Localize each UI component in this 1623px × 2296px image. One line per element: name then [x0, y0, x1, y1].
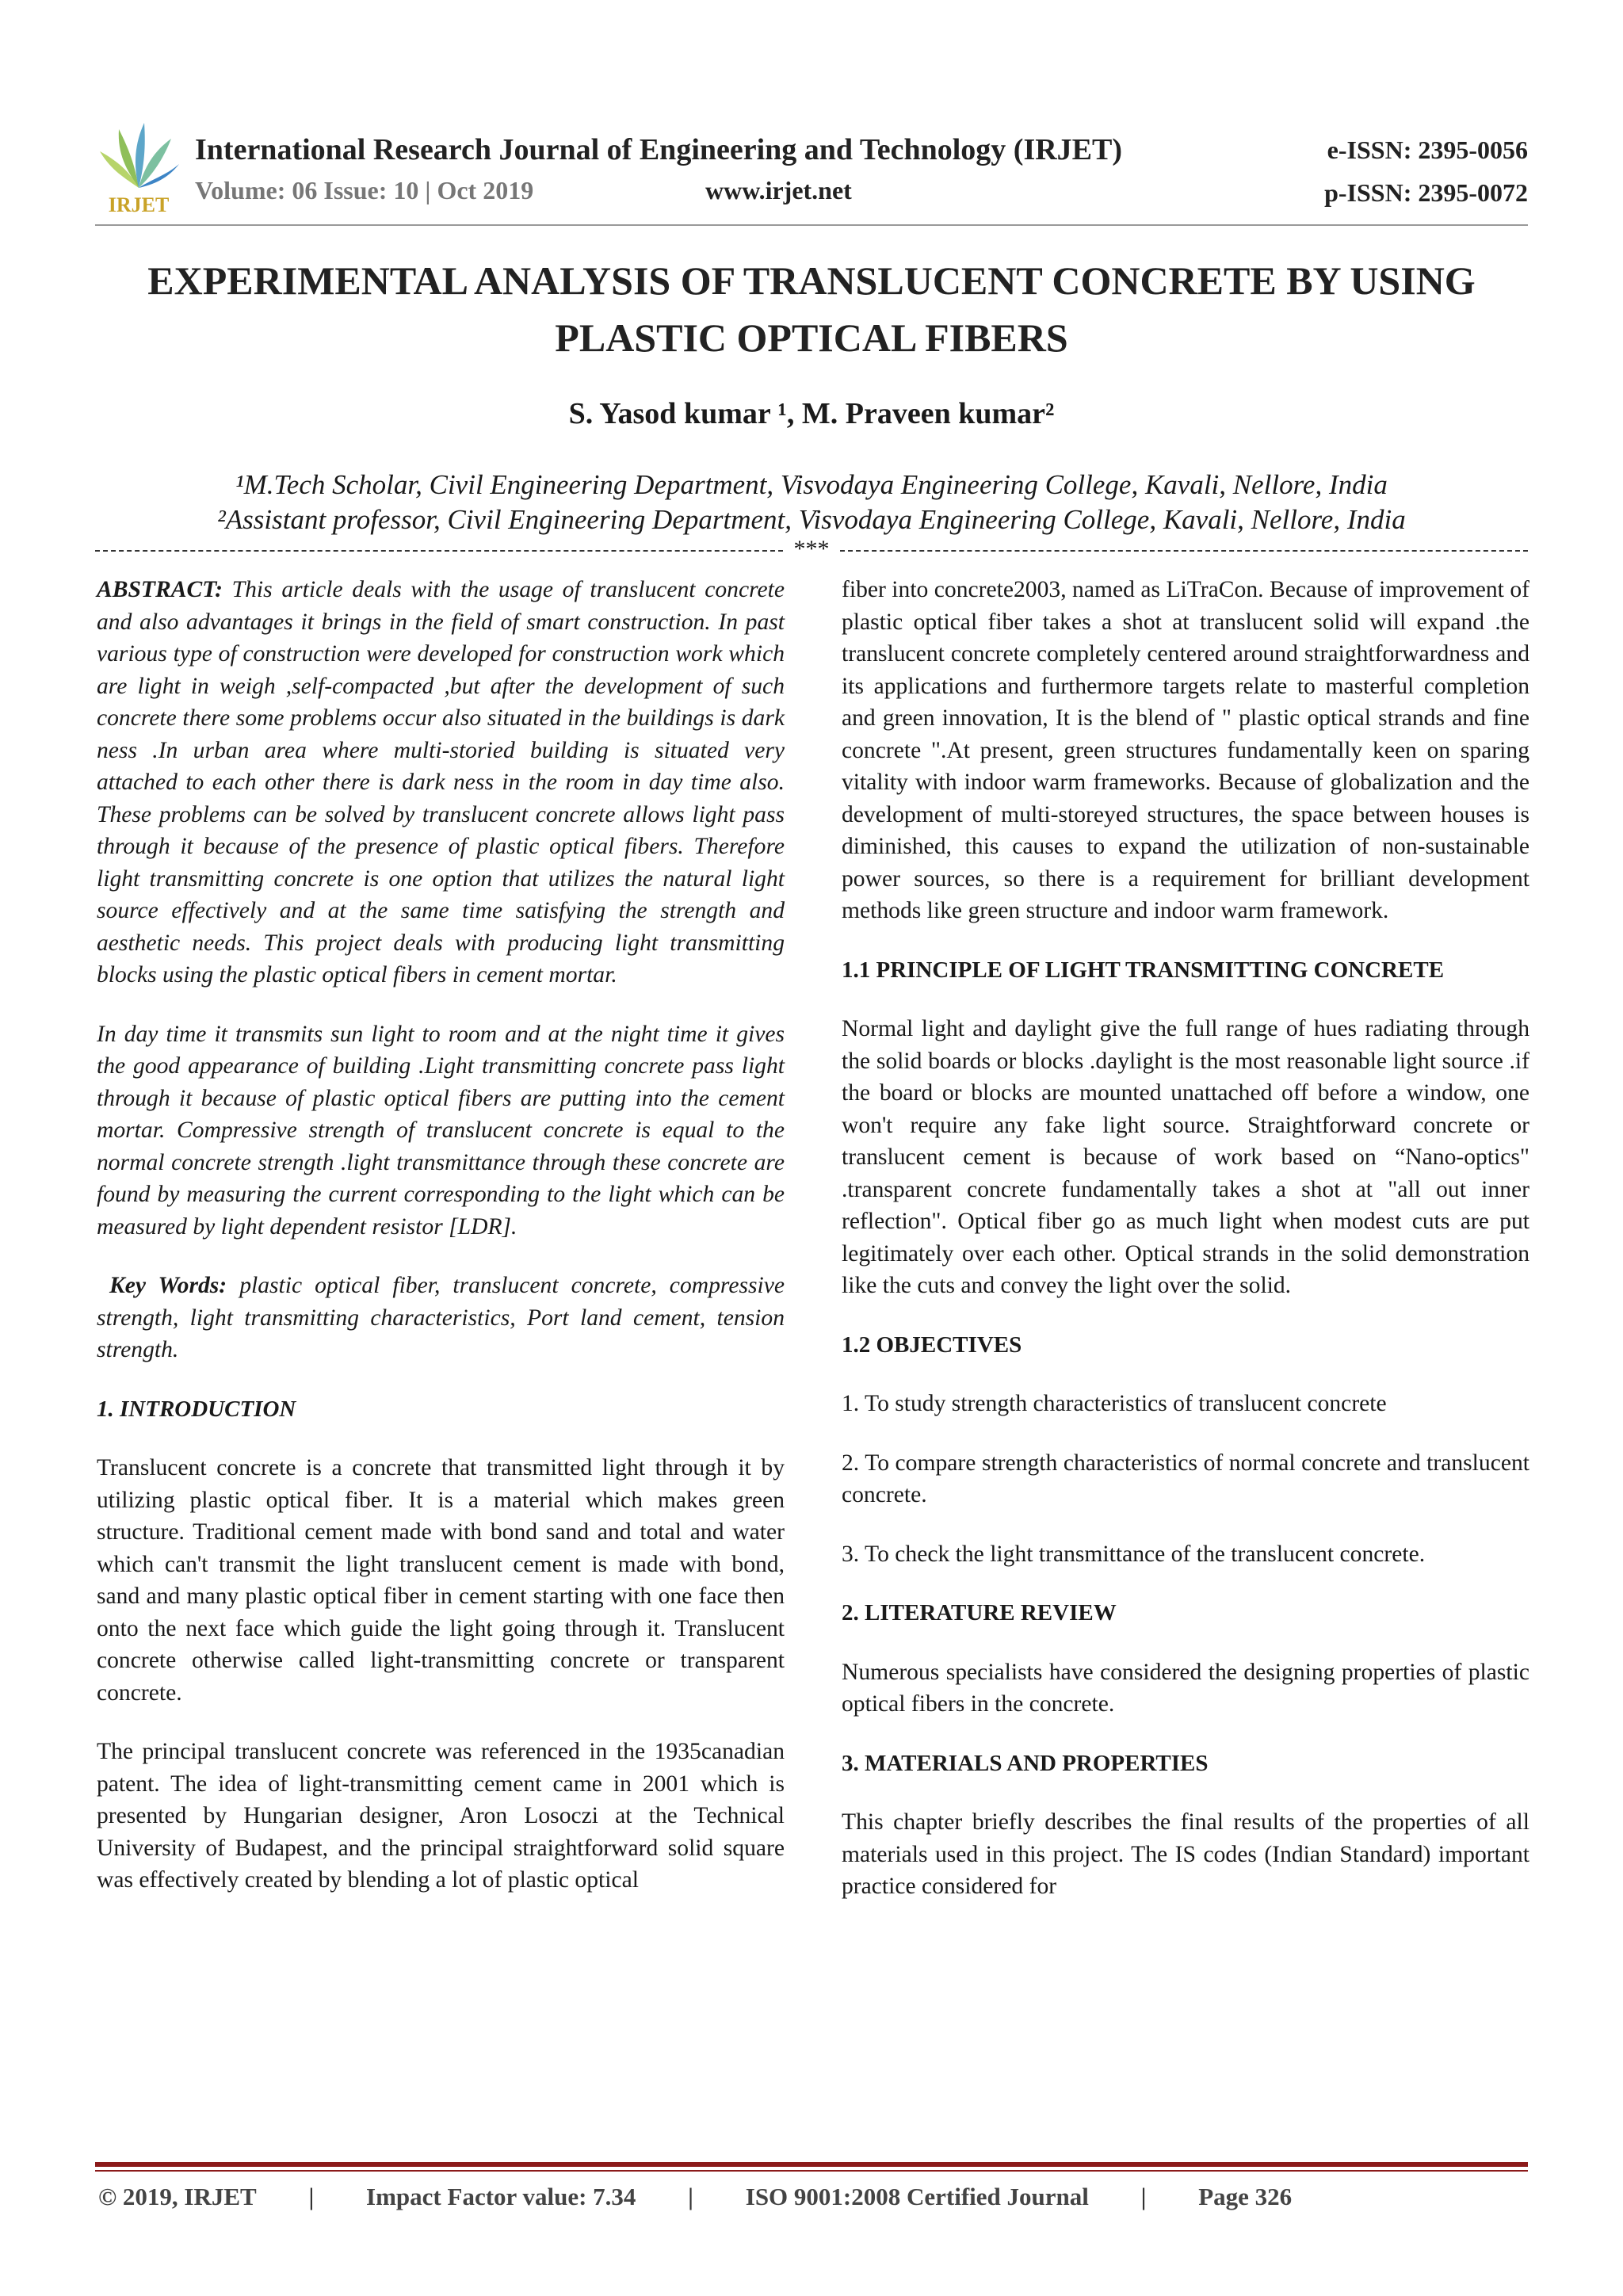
objective-item-3: 3. To check the light transmittance of the translucent concrete. — [842, 1541, 1426, 1567]
footer-rule-thick — [95, 2162, 1528, 2167]
intro-paragraph-1: Translucent concrete is a concrete that transmitted light through it by utilizing plastic optical fiber. It is a material which makes green structure. Traditional cement made with bond sand and total and water which can't transmit the light translucent cement is made with bond, sand and many plastic optical fiber in cement starting with one face then onto the next face which guide the light going through it. Translucent concrete otherwise called light-transmitting concrete or transparent concrete. — [97, 1455, 785, 1706]
affiliation-2: ²Assistant professor, Civil Engineering Department, Visvodaya Engineering College, Kavali, Nellore, India — [217, 504, 1406, 535]
intro-paragraph-2-continued: fiber into concrete2003, named as LiTraCon. Because of improvement of plastic optical fiber takes a shot at translucent solid will expand .the translucent concrete completely centered around straightforwardness and its applications and furthermore targets relate to masterful completion and green innovation, It is the blend of " plastic optical strands and fine concrete ".At present, green structures fundamentally keen on sparing vitality with indoor warm frameworks. Because of globalization and the development of multi-storeyed structures, the space between houses is diminished, this causes to expand the utilization of non-sustainable power sources, so there is a requirement for brilliant development methods like green structure and indoor warm framework. — [842, 577, 1529, 923]
title-line-1: EXPERIMENTAL ANALYSIS OF TRANSLUCENT CONCRETE BY USING — [147, 258, 1476, 303]
section-1-1-text: Normal light and daylight give the full range of hues radiating through the solid boards or blocks .daylight is the most reasonable light source .if the board or blocks are mounted unattached off before a window, one won't require any fake light source. Straightforward concrete or translucent cement is because of work based on “Nano-optics" .transparent concrete fundamentally takes a shot at "all out inner reflection". Optical fiber go as much light when modest cuts are put legitimately over each other. Optical strands in the solid demonstration like the cuts and convey the light over the solid. — [842, 1016, 1529, 1298]
keywords-text: plastic optical fiber, translucent concrete, compressive strength, light transmitting characteristics, Port land cement, tension strength. — [97, 1273, 785, 1362]
footer-separator: | — [308, 2183, 315, 2210]
footer-iso: ISO 9001:2008 Certified Journal — [745, 2183, 1089, 2210]
separator-stars: *** — [793, 536, 830, 562]
header-rule — [95, 224, 1528, 226]
paper-title — [95, 252, 1528, 366]
page-footer — [98, 2183, 1292, 2211]
footer-page-number: Page 326 — [1198, 2183, 1293, 2210]
affiliation-1: ¹M.Tech Scholar, Civil Engineering Department, Visvodaya Engineering College, Kavali, Nellore, India — [235, 469, 1388, 500]
left-column — [97, 574, 785, 1897]
right-column — [842, 574, 1529, 1903]
abstract-text: This article deals with the usage of translucent concrete and also advantages it brings in the field of smart construction. In past various type of construction were developed for construction work which are light in weigh ,self-compacted ,but after the development of such concrete there some problems occur also situated in the buildings is dark ness .In urban area where multi-storied building is situated very attached to each other there is dark ness in the room in day time also. These problems can be solved by translucent concrete allows light pass through it because of the presence of plastic optical fibers. Therefore light transmitting concrete is one option that utilizes the natural light source effectively and at the same time satisfying the strength and aesthetic needs. This project deals with producing light transmitting blocks using the plastic optical fibers in cement mortar. — [97, 577, 785, 988]
section-3-heading: 3. MATERIALS AND PROPERTIES — [842, 1750, 1209, 1776]
intro-heading: 1. INTRODUCTION — [97, 1396, 296, 1422]
abstract — [97, 574, 785, 991]
footer-impact-factor: Impact Factor value: 7.34 — [366, 2183, 636, 2210]
abstract-paragraph-2: In day time it transmits sun light to room and at the night time it gives the good appearance of building .Light transmitting concrete pass light through it because of plastic optical fibers are putting into the cement mortar. Compressive strength of translucent concrete is equal to the normal concrete strength .light transmittance through these concrete are found by measuring the current corresponding to the light which can be measured by light dependent resistor [LDR]. — [97, 1021, 785, 1240]
keywords — [97, 1270, 785, 1366]
footer-rule-thin — [95, 2170, 1528, 2172]
abstract-label: ABSTRACT: — [97, 577, 223, 602]
section-1-1-heading: 1.1 PRINCIPLE OF LIGHT TRANSMITTING CONCRETE — [842, 957, 1445, 983]
section-3-text: This chapter briefly describes the final results of the properties of all materials used in this project. The IS codes (Indian Standard) important practice considered for — [842, 1809, 1529, 1899]
intro-paragraph-2: The principal translucent concrete was referenced in the 1935canadian patent. The idea of light-transmitting cement came in 2001 which is presented by Hungarian designer, Aron Losoczi at the Technical University of Budapest, and the principal straightforward solid square was effectively created by blending a lot of plastic optical — [97, 1739, 785, 1893]
journal-website[interactable]: www.irjet.net — [705, 176, 852, 204]
keywords-label: Key Words: — [109, 1273, 227, 1298]
p-issn: p-ISSN: 2395-0072 — [1324, 178, 1528, 207]
journal-volume: Volume: 06 Issue: 10 | Oct 2019 — [195, 176, 534, 204]
section-2-heading: 2. LITERATURE REVIEW — [842, 1600, 1117, 1626]
journal-header — [95, 115, 1528, 226]
section-2-text: Numerous specialists have considered the designing properties of plastic optical fibers in the concrete. — [842, 1659, 1529, 1717]
footer-separator: | — [688, 2183, 693, 2210]
journal-name: International Research Journal of Engineering and Technology (IRJET) — [195, 133, 1123, 166]
logo-text: IRJET — [108, 193, 170, 216]
title-line-2: PLASTIC OPTICAL FIBERS — [555, 315, 1068, 360]
footer-copyright: © 2019, IRJET — [98, 2183, 257, 2210]
footer-separator: | — [1140, 2183, 1147, 2210]
objective-item-2: 2. To compare strength characteristics of normal concrete and translucent concrete. — [842, 1450, 1529, 1507]
e-issn: e-ISSN: 2395-0056 — [1327, 136, 1528, 164]
objective-item-1: 1. To study strength characteristics of translucent concrete — [842, 1391, 1387, 1416]
irjet-logo-icon — [95, 115, 182, 216]
paper-authors: S. Yasod kumar ¹, M. Praveen kumar² — [568, 397, 1055, 430]
section-1-2-heading: 1.2 OBJECTIVES — [842, 1331, 1022, 1358]
section-separator — [95, 536, 1528, 563]
